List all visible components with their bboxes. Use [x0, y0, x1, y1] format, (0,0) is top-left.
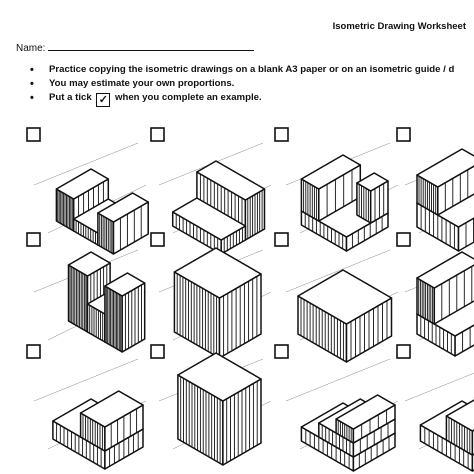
- example-checkbox[interactable]: [397, 233, 410, 246]
- trapezoid-prism-icon: [286, 250, 398, 362]
- page-title: Isometric Drawing Worksheet: [332, 21, 466, 32]
- example-checkbox[interactable]: [275, 233, 288, 246]
- instruction-item: • You may estimate your own proportions.: [29, 77, 454, 91]
- v-notch-block-icon: [286, 143, 398, 251]
- example-checkbox[interactable]: [27, 345, 40, 358]
- u-slot-block-icon: [34, 143, 148, 254]
- v-cut-box-icon: [159, 353, 271, 465]
- example-checkbox[interactable]: [397, 345, 410, 358]
- l-step-block-icon: [159, 143, 271, 254]
- h-block-icon: [34, 250, 146, 352]
- step-block-icon: [405, 359, 474, 471]
- example-checkbox[interactable]: [397, 128, 410, 141]
- example-checkbox[interactable]: [275, 128, 288, 141]
- example-checkbox[interactable]: [275, 345, 288, 358]
- tick-example-icon: ✓: [96, 93, 110, 107]
- example-checkbox[interactable]: [151, 128, 164, 141]
- name-label: Name:: [16, 43, 46, 54]
- example-checkbox[interactable]: [27, 233, 40, 246]
- example-checkbox[interactable]: [151, 345, 164, 358]
- instruction-item: • Put a tick ✓ when you complete an example.: [29, 91, 454, 107]
- example-checkbox[interactable]: [27, 128, 40, 141]
- example-checkbox[interactable]: [151, 233, 164, 246]
- chamfer-block-icon: [405, 143, 474, 251]
- instruction-item: • Practice copying the isometric drawings on a blank A3 paper or on an isometric guide / d: [29, 63, 454, 77]
- wedge-block-icon: [34, 359, 146, 469]
- slanted-block-icon: [405, 250, 474, 356]
- stair-block-icon: [286, 359, 398, 471]
- framed-box-icon: [159, 248, 271, 358]
